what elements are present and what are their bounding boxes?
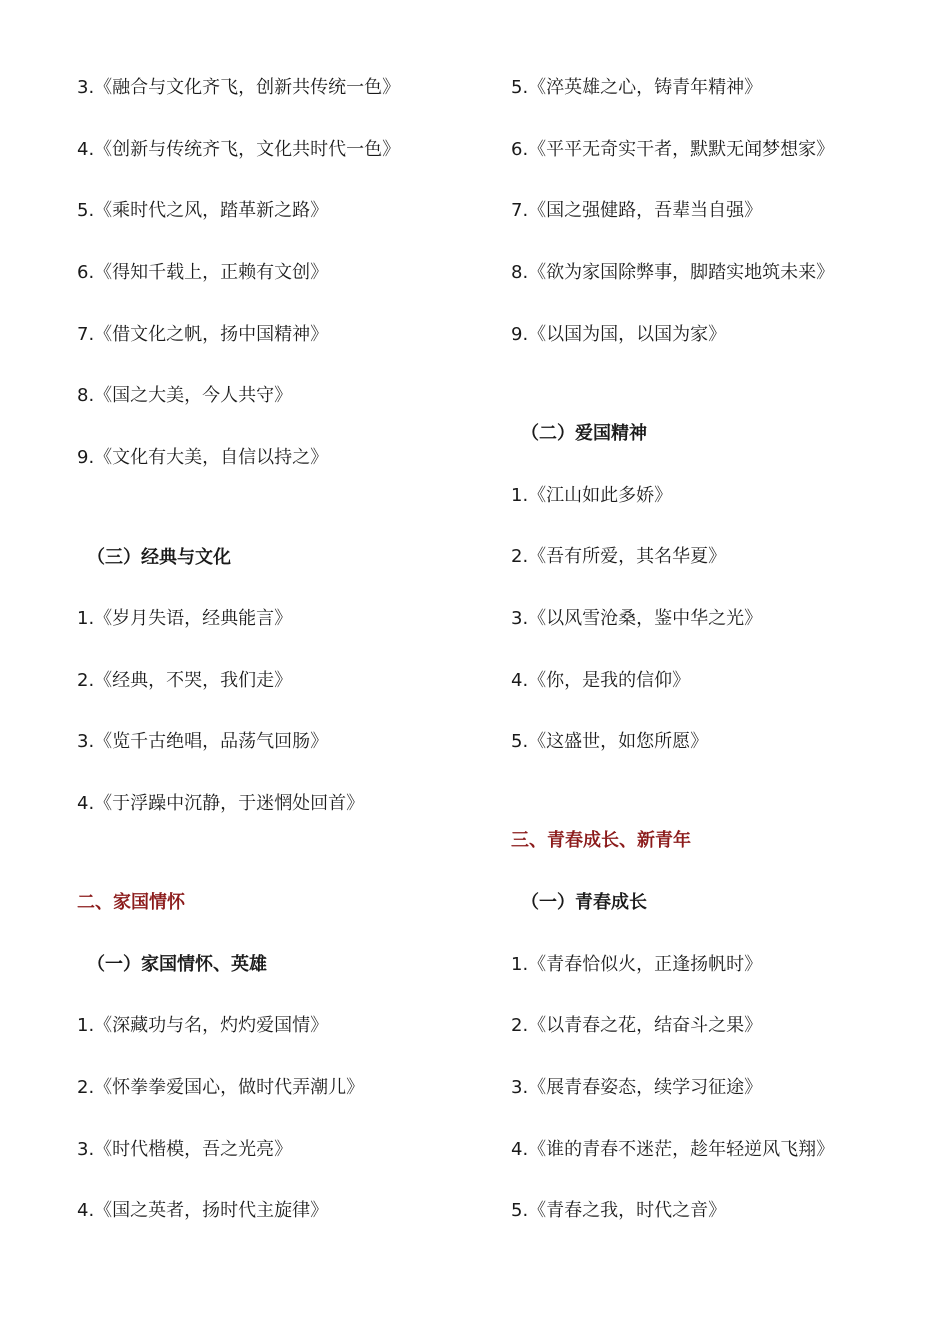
list-item: 1.《青春恰似火，正逢扬帆时》 — [511, 954, 763, 975]
list-item: 5.《乘时代之风，踏革新之路》 — [77, 200, 329, 221]
section-heading-classics: （三）经典与文化 — [87, 547, 231, 568]
list-item: 9.《以国为国，以国为家》 — [511, 324, 727, 345]
list-item: 8.《欲为家国除弊事，脚踏实地筑未来》 — [511, 262, 835, 283]
list-item: 8.《国之大美，今人共守》 — [77, 385, 293, 406]
list-item: 5.《这盛世，如您所愿》 — [511, 731, 709, 752]
list-item: 2.《怀拳拳爱国心，做时代弄潮儿》 — [77, 1077, 365, 1098]
chapter-heading-three: 三、青春成长、新青年 — [511, 830, 691, 851]
section-heading-heroes: （一）家国情怀、英雄 — [87, 954, 267, 975]
list-item: 1.《深藏功与名，灼灼爱国情》 — [77, 1015, 329, 1036]
list-item: 5.《青春之我，时代之音》 — [511, 1200, 727, 1221]
section-heading-patriotism: （二）爱国精神 — [521, 423, 647, 444]
list-item: 6.《平平无奇实干者，默默无闻梦想家》 — [511, 139, 835, 160]
list-item: 4.《谁的青春不迷茫，趁年轻逆风飞翔》 — [511, 1139, 835, 1160]
list-item: 7.《借文化之帆，扬中国精神》 — [77, 324, 329, 345]
list-item: 1.《江山如此多娇》 — [511, 485, 673, 506]
section-heading-youth: （一）青春成长 — [521, 892, 647, 913]
list-item: 1.《岁月失语，经典能言》 — [77, 608, 293, 629]
list-item: 3.《览千古绝唱，品荡气回肠》 — [77, 731, 329, 752]
list-item: 3.《以风雪沧桑，鉴中华之光》 — [511, 608, 763, 629]
list-item: 3.《融合与文化齐飞，创新共传统一色》 — [77, 77, 401, 98]
list-item: 5.《淬英雄之心，铸青年精神》 — [511, 77, 763, 98]
list-item: 4.《于浮躁中沉静，于迷惘处回首》 — [77, 793, 365, 814]
list-item: 3.《时代楷模，吾之光亮》 — [77, 1139, 293, 1160]
list-item: 4.《国之英者，扬时代主旋律》 — [77, 1200, 329, 1221]
chapter-heading-two: 二、家国情怀 — [77, 892, 185, 913]
list-item: 2.《以青春之花，结奋斗之果》 — [511, 1015, 763, 1036]
list-item: 6.《得知千载上，正赖有文创》 — [77, 262, 329, 283]
list-item: 2.《经典，不哭，我们走》 — [77, 670, 293, 691]
list-item: 4.《你，是我的信仰》 — [511, 670, 691, 691]
list-item: 9.《文化有大美，自信以持之》 — [77, 447, 329, 468]
list-item: 7.《国之强健路，吾辈当自强》 — [511, 200, 763, 221]
list-item: 3.《展青春姿态，续学习征途》 — [511, 1077, 763, 1098]
list-item: 4.《创新与传统齐飞，文化共时代一色》 — [77, 139, 401, 160]
list-item: 2.《吾有所爱，其名华夏》 — [511, 546, 727, 567]
